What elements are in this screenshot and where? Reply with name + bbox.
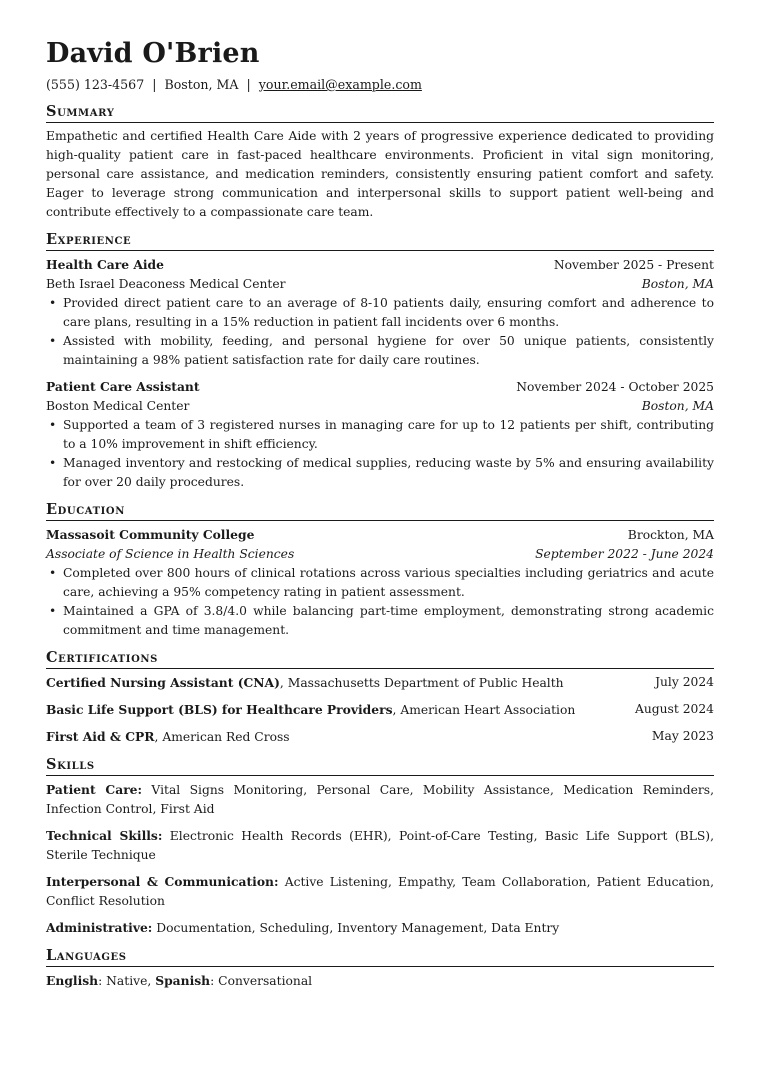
bullet-icon: • [49, 334, 57, 348]
bullet-list [46, 294, 714, 370]
job-location: Boston, MA [641, 277, 714, 291]
contact-separator: | [246, 77, 251, 92]
list-item [49, 564, 714, 602]
bullet-icon: • [49, 604, 57, 618]
skill-label: Interpersonal & Communication: [46, 874, 279, 889]
cert-issuer: , American Heart Association [392, 703, 576, 717]
list-item [49, 332, 714, 370]
entry-subheader [46, 275, 714, 294]
job-title: Patient Care Assistant [46, 379, 200, 394]
skill-group [46, 780, 714, 819]
bullet-icon: • [49, 296, 57, 310]
job-location: Boston, MA [641, 399, 714, 413]
degree: Associate of Science in Health Sciences [46, 547, 295, 561]
employer: Boston Medical Center [46, 399, 190, 413]
skill-list: Documentation, Scheduling, Inventory Management, Data Entry [152, 921, 560, 935]
certification-item [46, 727, 714, 747]
skill-label: Technical Skills: [46, 828, 163, 843]
list-item [49, 294, 714, 332]
skill-list: Active Listening, Empathy, Team Collaboration, Patient Education, Conflict Resolution [46, 875, 714, 908]
language-name: Spanish [155, 973, 211, 988]
experience-entry [46, 255, 714, 370]
job-title: Health Care Aide [46, 257, 164, 272]
bullet-text: Supported a team of 3 registered nurses in managing care for up to 12 patients per shift, contributing to a 10% improvement in shift efficiency. [63, 418, 714, 451]
email-link[interactable]: your.email@example.com [258, 77, 422, 92]
section-heading-languages: Languages [46, 946, 714, 967]
bullet-text: Assisted with mobility, feeding, and personal hygiene for over 50 unique patients, consistently maintaining a 98% patient satisfaction rate for daily care routines. [63, 334, 714, 367]
languages-line [46, 971, 714, 991]
location: Boston, MA [164, 77, 239, 92]
cert-date: July 2024 [655, 675, 714, 689]
cert-date: May 2023 [651, 729, 714, 743]
cert-name: First Aid & CPR [46, 729, 155, 744]
education-entry [46, 525, 714, 640]
summary-text: Empathetic and certified Health Care Aide with 2 years of progressive experience dedicated to providing high-quality patient care in fast-paced healthcare environments. Proficient in vital sign monitoring, personal care assistance, and medication reminders, consistently ensuring patient comfort and safety. Eager to leverage strong communication and interpersonal skills to support patient well-being and contribute effectively to a compassionate care team. [46, 129, 714, 219]
school-name: Massasoit Community College [46, 527, 255, 542]
cert-date: August 2024 [634, 702, 714, 716]
bullet-list [46, 564, 714, 640]
section-heading-experience: Experience [46, 230, 714, 251]
bullet-text: Maintained a GPA of 3.8/4.0 while balancing part-time employment, demonstrating strong academic commitment and time management. [63, 604, 714, 637]
job-dates: November 2024 - October 2025 [516, 380, 714, 394]
certification-item [46, 700, 714, 720]
cert-issuer: , Massachusetts Department of Public Health [279, 676, 564, 690]
bullet-list [46, 416, 714, 492]
school-location: Brockton, MA [627, 528, 714, 542]
bullet-icon: • [49, 418, 57, 432]
entry-subheader [46, 545, 714, 564]
bullet-text: Provided direct patient care to an average of 8-10 patients daily, ensuring comfort and adherence to care plans, resulting in a 15% reduction in patient fall incidents over 6 months. [63, 296, 714, 329]
skill-label: Patient Care: [46, 782, 143, 797]
language-level: : Conversational [210, 974, 313, 988]
language-level: : Native, [98, 974, 156, 988]
experience-entry [46, 377, 714, 492]
employer: Beth Israel Deaconess Medical Center [46, 277, 286, 291]
job-dates: November 2025 - Present [553, 258, 714, 272]
section-heading-skills: Skills [46, 755, 714, 776]
skill-label: Administrative: [46, 920, 153, 935]
bullet-text: Managed inventory and restocking of medical supplies, reducing waste by 5% and ensuring availability for over 20 daily procedures. [63, 456, 714, 489]
skill-list: Vital Signs Monitoring, Personal Care, Mobility Assistance, Medication Reminders, Infection Control, First Aid [46, 783, 715, 816]
entry-header [46, 377, 714, 397]
education-dates: September 2022 - June 2024 [535, 547, 714, 561]
list-item [49, 602, 714, 640]
skill-group [46, 872, 714, 911]
entry-header [46, 525, 714, 545]
list-item [49, 454, 714, 492]
bullet-icon: • [49, 566, 57, 580]
bullet-text: Completed over 800 hours of clinical rotations across various specialties including geriatrics and acute care, achieving a 95% competency rating in patient assessment. [63, 566, 714, 599]
bullet-icon: • [49, 456, 57, 470]
skill-list: Electronic Health Records (EHR), Point-of-Care Testing, Basic Life Support (BLS), Sterile Technique [46, 829, 714, 862]
skill-group [46, 826, 714, 865]
skill-group [46, 918, 714, 938]
certification-item [46, 673, 714, 693]
section-heading-education: Education [46, 500, 714, 521]
entry-subheader [46, 397, 714, 416]
section-heading-certifications: Certifications [46, 648, 714, 669]
contact-line [46, 76, 714, 94]
phone: (555) 123-4567 [46, 77, 145, 92]
contact-separator: | [152, 77, 157, 92]
cert-issuer: , American Red Cross [154, 730, 290, 744]
section-heading-summary: Summary [46, 102, 714, 123]
entry-header [46, 255, 714, 275]
cert-name: Certified Nursing Assistant (CNA) [46, 675, 280, 690]
candidate-name: David O'Brien [46, 38, 260, 69]
list-item [49, 416, 714, 454]
cert-name: Basic Life Support (BLS) for Healthcare Providers [46, 702, 393, 717]
language-name: English [46, 973, 99, 988]
